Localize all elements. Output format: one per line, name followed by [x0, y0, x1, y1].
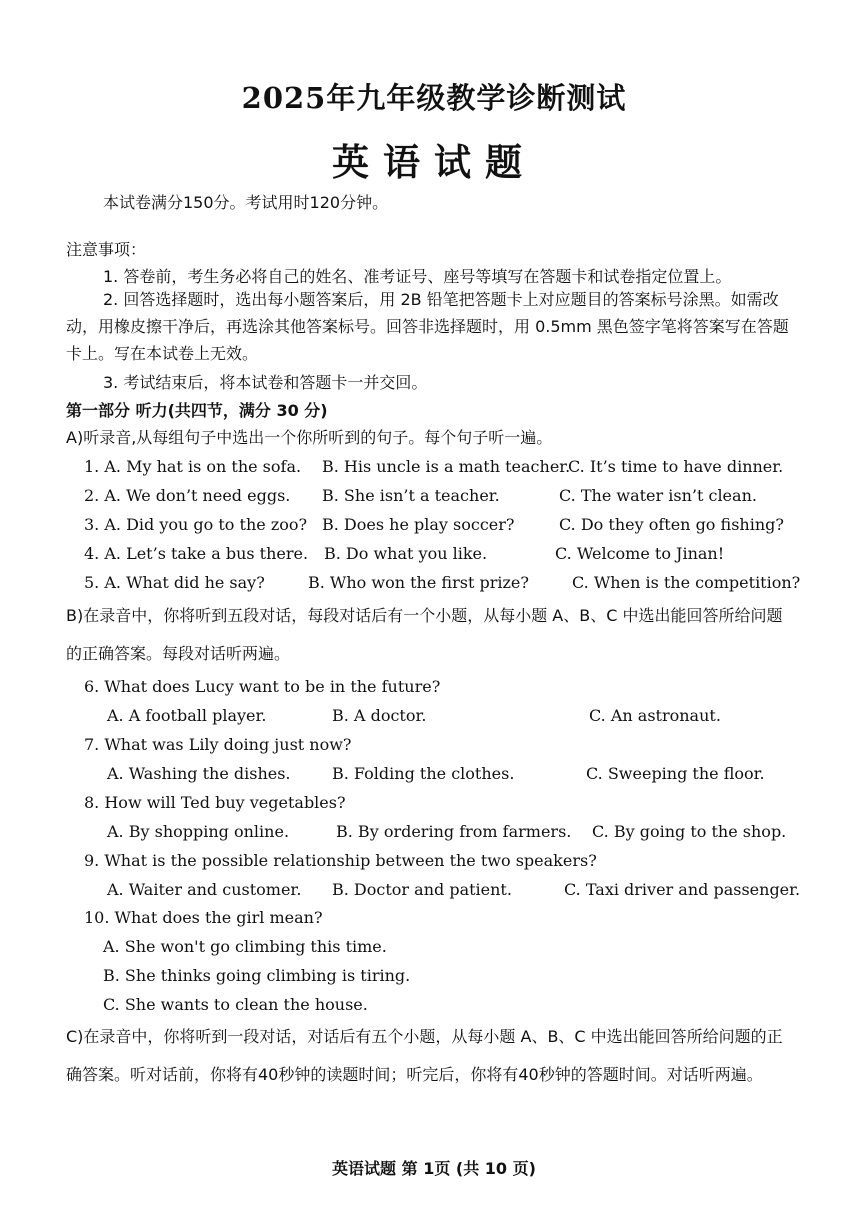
question-4-option-a: 4. A. Let’s take a bus there. — [84, 544, 309, 563]
question-5-option-b: B. Who won the first prize? — [308, 573, 529, 592]
notice-heading: 注意事项： — [66, 240, 147, 259]
exam-title: 2025年九年级教学诊断测试 — [241, 81, 627, 115]
part1-heading: 第一部分 听力(共四节，满分 30 分) — [66, 401, 328, 420]
question-9-option-b: B. Doctor and patient. — [332, 880, 512, 899]
exam-intro: 本试卷满分150分。考试用时120分钟。 — [103, 193, 389, 212]
question-1-option-a: 1. A. My hat is on the sofa. — [84, 457, 302, 476]
question-6-option-b: B. A doctor. — [332, 706, 427, 725]
question-2-option-b: B. She isn’t a teacher. — [322, 486, 500, 505]
section-c-instructions: C)在录音中，你将听到一段对话，对话后有五个小题，从每小题 A、B、C 中选出能回答所给问题的正确答案。听对话前，你将有40秒钟的读题时间；听完后，你将有40秒钟的答题时间。对话听两遍。 — [66, 1027, 783, 1084]
section-b-instructions: B)在录音中，你将听到五段对话，每段对话后有一个小题，从每小题 A、B、C 中选出能回答所给问题的正确答案。每段对话听两遍。 — [66, 606, 783, 663]
question-9: 9. What is the possible relationship between the two speakers? — [84, 851, 597, 870]
question-7-option-a: A. Washing the dishes. — [107, 764, 291, 783]
question-6-option-c: C. An astronaut. — [589, 706, 721, 725]
question-3-option-c: C. Do they often go fishing? — [559, 515, 784, 534]
notice-item-1: 1. 答卷前，考生务必将自己的姓名、准考证号、座号等填写在答题卡和试卷指定位置上。 — [103, 267, 732, 286]
question-6-option-a: A. A football player. — [107, 706, 267, 725]
question-3-option-b: B. Does he play soccer? — [322, 515, 515, 534]
question-5-option-c: C. When is the competition? — [572, 573, 801, 592]
question-8-option-b: B. By ordering from farmers. — [336, 822, 572, 841]
question-7-option-b: B. Folding the clothes. — [332, 764, 515, 783]
question-8-option-c: C. By going to the shop. — [592, 822, 787, 841]
question-8-option-a: A. By shopping online. — [107, 822, 290, 841]
question-7: 7. What was Lily doing just now? — [84, 735, 352, 754]
notice-item-2: 2. 回答选择题时，选出每小题答案后，用 2B 铅笔把答题卡上对应题目的答案标号涂黑。如需改动，用橡皮擦干净后，再选涂其他答案标号。回答非选择题时，用 0.5mm 黑色签字笔将答案写在答题卡上。写在本试卷上无效。 — [66, 290, 789, 363]
question-2-option-a: 2. A. We don’t need eggs. — [84, 486, 291, 505]
notice-item-3: 3. 考试结束后，将本试卷和答题卡一并交回。 — [103, 373, 428, 392]
question-3-option-a: 3. A. Did you go to the zoo? — [84, 515, 308, 534]
question-5-option-a: 5. A. What did he say? — [84, 573, 265, 592]
question-9-option-c: C. Taxi driver and passenger. — [564, 880, 801, 899]
question-7-option-c: C. Sweeping the floor. — [586, 764, 765, 783]
question-4-option-c: C. Welcome to Jinan! — [555, 544, 725, 563]
page-footer: 英语试题 第 1页 (共 10 页) — [332, 1159, 536, 1178]
section-a-instructions: A)听录音,从每组句子中选出一个你所听到的句子。每个句子听一遍。 — [66, 428, 553, 447]
question-9-option-a: A. Waiter and customer. — [107, 880, 302, 899]
question-10-option-c: C. She wants to clean the house. — [103, 995, 368, 1014]
question-10-option-a: A. She won't go climbing this time. — [103, 937, 387, 956]
question-1-option-c: C. It’s time to have dinner. — [568, 457, 784, 476]
question-4-option-b: B. Do what you like. — [324, 544, 488, 563]
question-10: 10. What does the girl mean? — [84, 908, 323, 927]
question-10-option-b: B. She thinks going climbing is tiring. — [103, 966, 411, 985]
question-2-option-c: C. The water isn’t clean. — [559, 486, 757, 505]
question-6: 6. What does Lucy want to be in the future? — [84, 677, 441, 696]
question-1-option-b: B. His uncle is a math teacher. — [322, 457, 571, 476]
question-8: 8. How will Ted buy vegetables? — [84, 793, 346, 812]
subject-title: 英语试题 — [332, 141, 536, 184]
